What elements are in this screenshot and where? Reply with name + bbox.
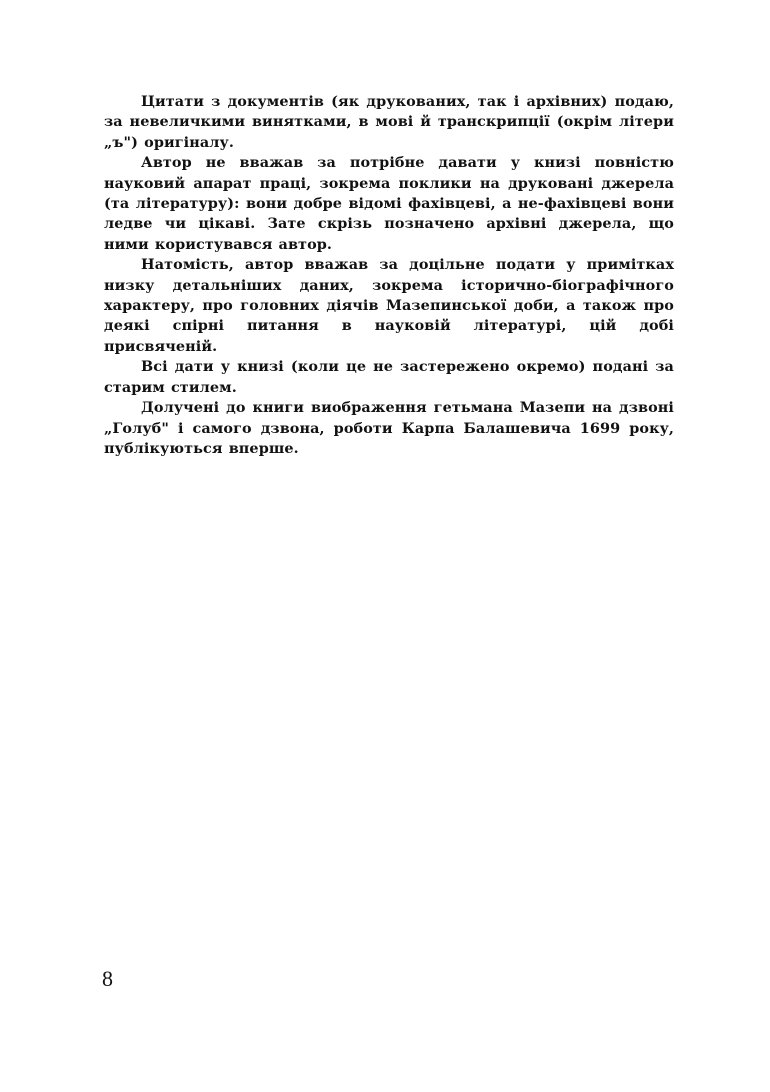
paragraph-notes: Натомість, автор вважав за доцільне подати у примітках низку детальніших даних, зокрема історично-біографічного характеру, про головних діячів Мазепинської доби, а також про деякі спірні питання в науковій літературі, цій добі присвяченій. (104, 256, 674, 355)
paragraph-dates: Всі дати у книзі (коли це не застережено окремо) подані за старим стилем. (104, 358, 674, 396)
page-number: 8 (102, 966, 113, 991)
paragraph-images: Долучені до книги виображення гетьмана Мазепи на дзвоні „Голуб" і самого дзвона, роботи Карпа Балашевича 1699 року, публікуються вперше. (104, 399, 674, 457)
paragraph-scientific-apparatus: Автор не вважав за потрібне давати у книзі повністю науковий апарат праці, зокрема поклики на друковані джерела (та літературу): вони добре відомі фахівцеві, а не-фахівцеві вони ледве чи цікаві. Зате скрізь позначено архівні джерела, що ними користувався автор. (104, 154, 674, 253)
paragraph-quotations: Цитати з документів (як друкованих, так і архівних) подаю, за невеличкими винятками, в мові й транскрипції (окрім літери „ъ") оригіналу. (104, 93, 674, 151)
body-text (104, 92, 674, 459)
